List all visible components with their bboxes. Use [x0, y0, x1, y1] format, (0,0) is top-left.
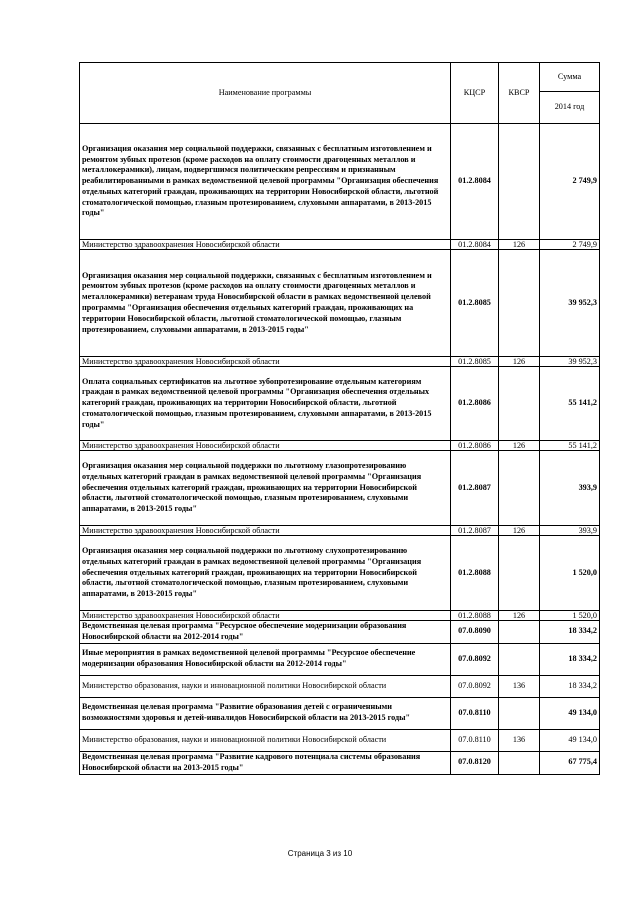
table-row: [80, 240, 600, 250]
sum-value: 1 520,0: [540, 611, 600, 621]
sum-value: 67 775,4: [540, 751, 600, 774]
sum-value: 2 749,9: [540, 124, 600, 240]
table-row: [80, 536, 600, 611]
kcsr-code: 01.2.8087: [451, 526, 499, 536]
sum-value: 49 134,0: [540, 729, 600, 751]
table-row: [80, 621, 600, 644]
table-row: [80, 451, 600, 526]
kvsr-code: 126: [499, 240, 540, 250]
header-kcsr: КЦСР: [451, 63, 499, 124]
sum-value: 18 334,2: [540, 643, 600, 675]
ministry-name: Министерство здравоохранения Новосибирской области: [80, 526, 451, 536]
program-name: Ведомственная целевая программа "Развитие кадрового потенциала системы образования Новосибирской области на 2013-2015 годы": [80, 751, 451, 774]
table-row: [80, 611, 600, 621]
ministry-name: Министерство здравоохранения Новосибирской области: [80, 240, 451, 250]
kvsr-code: 136: [499, 675, 540, 697]
ministry-name: Министерство здравоохранения Новосибирской области: [80, 611, 451, 621]
kcsr-code: 01.2.8086: [451, 367, 499, 441]
table-row: [80, 751, 600, 774]
sum-value: 49 134,0: [540, 697, 600, 729]
kcsr-code: 01.2.8088: [451, 611, 499, 621]
page-number-footer: Страница 3 из 10: [287, 849, 353, 858]
sum-value: 2 749,9: [540, 240, 600, 250]
sum-value: 393,9: [540, 451, 600, 526]
ministry-name: Министерство здравоохранения Новосибирской области: [80, 441, 451, 451]
table-row: [80, 124, 600, 240]
table-row: [80, 729, 600, 751]
ministry-name: Министерство образования, науки и инновационной политики Новосибирской области: [80, 729, 451, 751]
program-name: Оплата социальных сертификатов на льготное зубопротезирование отдельным категориям граждан в рамках ведомственной целевой программы "Организация обеспечения отдельных категорий граждан, проживающих на территории Новосибирской области, льготной стоматологической помощью, глазным протезированием, слуховыми аппаратами, в 2013-2015 годы": [80, 367, 451, 441]
ministry-name: Министерство здравоохранения Новосибирской области: [80, 357, 451, 367]
header-kvsr: КВСР: [499, 63, 540, 124]
table-row: [80, 250, 600, 357]
table-row: [80, 357, 600, 367]
kvsr-code: 126: [499, 611, 540, 621]
kcsr-code: 01.2.8084: [451, 124, 499, 240]
sum-value: 18 334,2: [540, 621, 600, 644]
header-summa: Сумма: [540, 63, 600, 92]
kcsr-code: 07.0.8092: [451, 643, 499, 675]
kvsr-code: 126: [499, 357, 540, 367]
kvsr-code: 126: [499, 526, 540, 536]
table-row: [80, 441, 600, 451]
sum-value: 393,9: [540, 526, 600, 536]
table-row: [80, 675, 600, 697]
program-name: Организация оказания мер социальной поддержки по льготному глазопротезированию отдельных категорий граждан в рамках ведомственной целевой программы "Организация обеспечения отдельных категорий граждан, проживающих на территории Новосибирской области, льготной стоматологической помощью, глазным протезированием, слуховыми аппаратами, в 2013-2015 годы": [80, 451, 451, 526]
kcsr-code: 07.0.8090: [451, 621, 499, 644]
kvsr-code: [499, 643, 540, 675]
table-row: [80, 367, 600, 441]
kvsr-code: [499, 536, 540, 611]
kvsr-code: 136: [499, 729, 540, 751]
program-name: Иные мероприятия в рамках ведомственной целевой программы "Ресурсное обеспечение модернизации образования Новосибирской области на 2012-2014 годы": [80, 643, 451, 675]
kcsr-code: 01.2.8086: [451, 441, 499, 451]
kcsr-code: 07.0.8120: [451, 751, 499, 774]
kvsr-code: [499, 250, 540, 357]
kvsr-code: 126: [499, 441, 540, 451]
sum-value: 55 141,2: [540, 441, 600, 451]
kvsr-code: [499, 751, 540, 774]
sum-value: 55 141,2: [540, 367, 600, 441]
sum-value: 39 952,3: [540, 357, 600, 367]
kcsr-code: 07.0.8110: [451, 697, 499, 729]
table-row: [80, 526, 600, 536]
program-name: Организация оказания мер социальной поддержки, связанных с бесплатным изготовлением и ремонтом зубных протезов (кроме расходов на оплату стоимости драгоценных металлов и металлокерамики) ветеранам труда Новосибирской области в рамках ведомственной целевой программы "Организация обеспечения отдельных категорий граждан, проживающих на территории Новосибирской области, льготной стоматологической помощью, глазным протезированием, слуховыми аппаратами, в 2013-2015 годы": [80, 250, 451, 357]
program-name: Организация оказания мер социальной поддержки, связанных с бесплатным изготовлением и ремонтом зубных протезов (кроме расходов на оплату стоимости драгоценных металлов и металлокерамики), лицам, подвергшимся политическим репрессиям и признанным реабилитированными в рамках ведомственной целевой программы "Организация обеспечения отдельных категорий граждан, проживающих на территории Новосибирской области, льготной стоматологической помощью, глазным протезированием, слуховыми аппаратами, в 2013-2015 годы": [80, 124, 451, 240]
kcsr-code: 01.2.8085: [451, 250, 499, 357]
table-row: [80, 697, 600, 729]
sum-value: 1 520,0: [540, 536, 600, 611]
table-header-row: [80, 63, 600, 92]
kvsr-code: [499, 697, 540, 729]
kvsr-code: [499, 124, 540, 240]
kcsr-code: 07.0.8110: [451, 729, 499, 751]
program-name: Ведомственная целевая программа "Развитие образования детей с ограниченными возможностями здоровья и детей-инвалидов Новосибирской области на 2013-2015 годы": [80, 697, 451, 729]
header-program-name: Наименование программы: [80, 63, 451, 124]
ministry-name: Министерство образования, науки и инновационной политики Новосибирской области: [80, 675, 451, 697]
kvsr-code: [499, 367, 540, 441]
program-name: Организация оказания мер социальной поддержки по льготному слухопротезированию отдельных категорий граждан в рамках ведомственной целевой программы "Организация обеспечения отдельных категорий граждан, проживающих на территории Новосибирской области, льготной стоматологической помощью, глазным протезированием, слуховыми аппаратами, в 2013-2015 годы": [80, 536, 451, 611]
kcsr-code: 01.2.8084: [451, 240, 499, 250]
kcsr-code: 01.2.8087: [451, 451, 499, 526]
budget-table: [79, 62, 600, 775]
kvsr-code: [499, 451, 540, 526]
sum-value: 39 952,3: [540, 250, 600, 357]
kcsr-code: 07.0.8092: [451, 675, 499, 697]
kcsr-code: 01.2.8088: [451, 536, 499, 611]
header-year: 2014 год: [540, 92, 600, 124]
sum-value: 18 334,2: [540, 675, 600, 697]
table-row: [80, 643, 600, 675]
program-name: Ведомственная целевая программа "Ресурсное обеспечение модернизации образования Новосибирской области на 2012-2014 годы": [80, 621, 451, 644]
kcsr-code: 01.2.8085: [451, 357, 499, 367]
kvsr-code: [499, 621, 540, 644]
